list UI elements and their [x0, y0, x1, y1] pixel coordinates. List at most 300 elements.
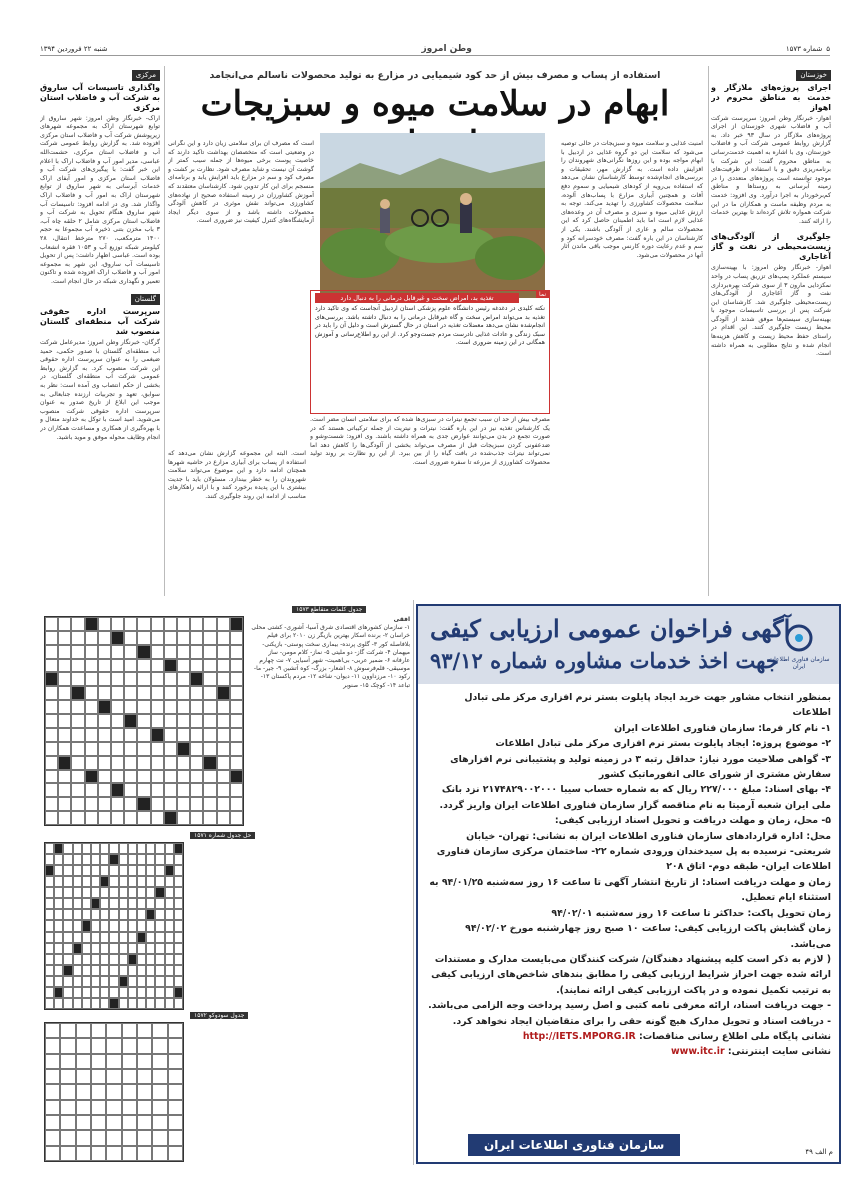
grid-cell[interactable]	[128, 898, 137, 909]
grid-cell[interactable]	[164, 742, 177, 756]
grid-cell[interactable]	[45, 811, 58, 825]
grid-cell[interactable]	[137, 783, 150, 797]
grid-cell[interactable]	[98, 811, 111, 825]
grid-cell[interactable]	[217, 811, 230, 825]
grid-cell[interactable]	[82, 909, 91, 920]
grid-cell[interactable]	[58, 617, 71, 631]
grid-cell[interactable]	[111, 686, 124, 700]
grid-cell[interactable]	[151, 714, 164, 728]
grid-cell[interactable]	[45, 987, 54, 998]
grid-cell[interactable]	[137, 1023, 152, 1038]
grid-cell[interactable]	[60, 1084, 75, 1099]
grid-cell[interactable]	[54, 987, 63, 998]
grid-cell[interactable]	[119, 854, 128, 865]
grid-cell[interactable]	[230, 645, 243, 659]
grid-cell[interactable]	[91, 854, 100, 865]
grid-cell[interactable]	[177, 659, 190, 673]
grid-cell[interactable]	[152, 1054, 167, 1069]
grid-cell[interactable]	[152, 1100, 167, 1115]
grid-cell[interactable]	[100, 909, 109, 920]
grid-cell[interactable]	[137, 1115, 152, 1130]
grid-cell[interactable]	[106, 1100, 121, 1115]
grid-cell[interactable]	[73, 976, 82, 987]
grid-cell[interactable]	[98, 645, 111, 659]
grid-cell[interactable]	[137, 843, 146, 854]
grid-cell[interactable]	[164, 728, 177, 742]
grid-cell[interactable]	[137, 686, 150, 700]
grid-cell[interactable]	[98, 742, 111, 756]
grid-cell[interactable]	[109, 998, 118, 1009]
grid-cell[interactable]	[119, 954, 128, 965]
grid-cell[interactable]	[91, 954, 100, 965]
grid-cell[interactable]	[128, 843, 137, 854]
grid-cell[interactable]	[58, 631, 71, 645]
grid-cell[interactable]	[174, 954, 183, 965]
grid-cell[interactable]	[111, 645, 124, 659]
grid-cell[interactable]	[98, 728, 111, 742]
grid-cell[interactable]	[119, 876, 128, 887]
grid-cell[interactable]	[85, 700, 98, 714]
grid-cell[interactable]	[63, 876, 72, 887]
grid-cell[interactable]	[58, 672, 71, 686]
grid-cell[interactable]	[82, 987, 91, 998]
ad-url[interactable]: http://IETS.MPORG.IR	[522, 1030, 636, 1042]
grid-cell[interactable]	[45, 932, 54, 943]
grid-cell[interactable]	[106, 1130, 121, 1145]
grid-cell[interactable]	[71, 617, 84, 631]
grid-cell[interactable]	[109, 954, 118, 965]
grid-cell[interactable]	[58, 797, 71, 811]
grid-cell[interactable]	[164, 631, 177, 645]
grid-cell[interactable]	[128, 876, 137, 887]
grid-cell[interactable]	[165, 998, 174, 1009]
grid-cell[interactable]	[151, 659, 164, 673]
grid-cell[interactable]	[82, 943, 91, 954]
grid-cell[interactable]	[155, 843, 164, 854]
grid-cell[interactable]	[109, 987, 118, 998]
grid-cell[interactable]	[190, 714, 203, 728]
grid-cell[interactable]	[230, 811, 243, 825]
grid-cell[interactable]	[177, 631, 190, 645]
grid-cell[interactable]	[91, 843, 100, 854]
grid-cell[interactable]	[85, 783, 98, 797]
grid-cell[interactable]	[203, 756, 216, 770]
grid-cell[interactable]	[45, 686, 58, 700]
grid-cell[interactable]	[177, 742, 190, 756]
grid-cell[interactable]	[98, 672, 111, 686]
grid-cell[interactable]	[45, 909, 54, 920]
grid-cell[interactable]	[155, 976, 164, 987]
grid-cell[interactable]	[76, 1069, 91, 1084]
grid-cell[interactable]	[151, 700, 164, 714]
grid-cell[interactable]	[109, 887, 118, 898]
grid-cell[interactable]	[137, 876, 146, 887]
grid-cell[interactable]	[82, 854, 91, 865]
grid-cell[interactable]	[91, 1069, 106, 1084]
grid-cell[interactable]	[217, 631, 230, 645]
grid-cell[interactable]	[91, 1146, 106, 1161]
grid-cell[interactable]	[151, 686, 164, 700]
grid-cell[interactable]	[124, 686, 137, 700]
grid-cell[interactable]	[85, 672, 98, 686]
grid-cell[interactable]	[137, 770, 150, 784]
grid-cell[interactable]	[230, 783, 243, 797]
grid-cell[interactable]	[82, 898, 91, 909]
grid-cell[interactable]	[137, 854, 146, 865]
grid-cell[interactable]	[124, 617, 137, 631]
grid-cell[interactable]	[137, 943, 146, 954]
grid-cell[interactable]	[119, 843, 128, 854]
grid-cell[interactable]	[91, 998, 100, 1009]
grid-cell[interactable]	[174, 987, 183, 998]
grid-cell[interactable]	[111, 756, 124, 770]
crossword-grid[interactable]	[44, 616, 244, 826]
grid-cell[interactable]	[76, 1130, 91, 1145]
grid-cell[interactable]	[165, 843, 174, 854]
grid-cell[interactable]	[109, 843, 118, 854]
grid-cell[interactable]	[73, 943, 82, 954]
grid-cell[interactable]	[165, 854, 174, 865]
grid-cell[interactable]	[91, 1084, 106, 1099]
grid-cell[interactable]	[137, 1084, 152, 1099]
grid-cell[interactable]	[174, 909, 183, 920]
grid-cell[interactable]	[151, 797, 164, 811]
grid-cell[interactable]	[217, 756, 230, 770]
grid-cell[interactable]	[203, 728, 216, 742]
grid-cell[interactable]	[164, 700, 177, 714]
grid-cell[interactable]	[45, 1054, 60, 1069]
grid-cell[interactable]	[100, 998, 109, 1009]
grid-cell[interactable]	[63, 954, 72, 965]
grid-cell[interactable]	[85, 631, 98, 645]
grid-cell[interactable]	[63, 898, 72, 909]
grid-cell[interactable]	[76, 1054, 91, 1069]
grid-cell[interactable]	[217, 645, 230, 659]
grid-cell[interactable]	[45, 998, 54, 1009]
grid-cell[interactable]	[137, 1146, 152, 1161]
grid-cell[interactable]	[63, 932, 72, 943]
grid-cell[interactable]	[128, 887, 137, 898]
grid-cell[interactable]	[119, 943, 128, 954]
grid-cell[interactable]	[155, 965, 164, 976]
grid-cell[interactable]	[137, 700, 150, 714]
grid-cell[interactable]	[124, 728, 137, 742]
grid-cell[interactable]	[203, 770, 216, 784]
grid-cell[interactable]	[137, 756, 150, 770]
grid-cell[interactable]	[217, 617, 230, 631]
grid-cell[interactable]	[165, 865, 174, 876]
grid-cell[interactable]	[98, 783, 111, 797]
grid-cell[interactable]	[164, 811, 177, 825]
grid-cell[interactable]	[203, 659, 216, 673]
grid-cell[interactable]	[71, 742, 84, 756]
grid-cell[interactable]	[164, 714, 177, 728]
grid-cell[interactable]	[45, 976, 54, 987]
grid-cell[interactable]	[91, 898, 100, 909]
grid-cell[interactable]	[63, 854, 72, 865]
grid-cell[interactable]	[71, 659, 84, 673]
grid-cell[interactable]	[119, 898, 128, 909]
grid-cell[interactable]	[58, 728, 71, 742]
grid-cell[interactable]	[45, 965, 54, 976]
grid-cell[interactable]	[54, 843, 63, 854]
grid-cell[interactable]	[73, 843, 82, 854]
grid-cell[interactable]	[71, 770, 84, 784]
grid-cell[interactable]	[155, 854, 164, 865]
grid-cell[interactable]	[137, 1130, 152, 1145]
grid-cell[interactable]	[168, 1038, 183, 1053]
grid-cell[interactable]	[164, 645, 177, 659]
grid-cell[interactable]	[137, 920, 146, 931]
grid-cell[interactable]	[45, 854, 54, 865]
grid-cell[interactable]	[168, 1084, 183, 1099]
grid-cell[interactable]	[155, 954, 164, 965]
grid-cell[interactable]	[190, 631, 203, 645]
grid-cell[interactable]	[165, 976, 174, 987]
grid-cell[interactable]	[203, 700, 216, 714]
grid-cell[interactable]	[73, 887, 82, 898]
grid-cell[interactable]	[45, 700, 58, 714]
grid-cell[interactable]	[146, 876, 155, 887]
grid-cell[interactable]	[146, 887, 155, 898]
grid-cell[interactable]	[60, 1100, 75, 1115]
grid-cell[interactable]	[217, 783, 230, 797]
grid-cell[interactable]	[109, 920, 118, 931]
grid-cell[interactable]	[168, 1069, 183, 1084]
grid-cell[interactable]	[168, 1146, 183, 1161]
grid-cell[interactable]	[146, 909, 155, 920]
grid-cell[interactable]	[230, 700, 243, 714]
grid-cell[interactable]	[119, 932, 128, 943]
grid-cell[interactable]	[190, 742, 203, 756]
grid-cell[interactable]	[45, 920, 54, 931]
grid-cell[interactable]	[45, 1038, 60, 1053]
grid-cell[interactable]	[164, 797, 177, 811]
grid-cell[interactable]	[100, 965, 109, 976]
grid-cell[interactable]	[91, 865, 100, 876]
grid-cell[interactable]	[60, 1115, 75, 1130]
grid-cell[interactable]	[91, 1115, 106, 1130]
grid-cell[interactable]	[109, 965, 118, 976]
grid-cell[interactable]	[151, 770, 164, 784]
grid-cell[interactable]	[58, 714, 71, 728]
grid-cell[interactable]	[217, 797, 230, 811]
grid-cell[interactable]	[63, 976, 72, 987]
grid-cell[interactable]	[106, 1115, 121, 1130]
grid-cell[interactable]	[152, 1069, 167, 1084]
grid-cell[interactable]	[100, 932, 109, 943]
grid-cell[interactable]	[71, 811, 84, 825]
grid-cell[interactable]	[128, 987, 137, 998]
grid-cell[interactable]	[71, 686, 84, 700]
grid-cell[interactable]	[190, 659, 203, 673]
grid-cell[interactable]	[177, 672, 190, 686]
grid-cell[interactable]	[146, 932, 155, 943]
grid-cell[interactable]	[155, 943, 164, 954]
grid-cell[interactable]	[91, 965, 100, 976]
grid-cell[interactable]	[217, 770, 230, 784]
ad-website[interactable]: www.itc.ir	[671, 1046, 725, 1058]
grid-cell[interactable]	[109, 909, 118, 920]
grid-cell[interactable]	[60, 1146, 75, 1161]
grid-cell[interactable]	[60, 1130, 75, 1145]
grid-cell[interactable]	[82, 876, 91, 887]
grid-cell[interactable]	[124, 742, 137, 756]
grid-cell[interactable]	[60, 1023, 75, 1038]
grid-cell[interactable]	[91, 920, 100, 931]
grid-cell[interactable]	[98, 631, 111, 645]
grid-cell[interactable]	[98, 714, 111, 728]
grid-cell[interactable]	[124, 797, 137, 811]
grid-cell[interactable]	[54, 909, 63, 920]
grid-cell[interactable]	[45, 742, 58, 756]
grid-cell[interactable]	[58, 770, 71, 784]
grid-cell[interactable]	[71, 728, 84, 742]
grid-cell[interactable]	[45, 876, 54, 887]
grid-cell[interactable]	[73, 898, 82, 909]
grid-cell[interactable]	[151, 756, 164, 770]
grid-cell[interactable]	[63, 887, 72, 898]
grid-cell[interactable]	[85, 617, 98, 631]
grid-cell[interactable]	[165, 932, 174, 943]
grid-cell[interactable]	[152, 1115, 167, 1130]
grid-cell[interactable]	[165, 987, 174, 998]
grid-cell[interactable]	[165, 909, 174, 920]
grid-cell[interactable]	[73, 920, 82, 931]
grid-cell[interactable]	[76, 1023, 91, 1038]
grid-cell[interactable]	[58, 686, 71, 700]
grid-cell[interactable]	[137, 887, 146, 898]
grid-cell[interactable]	[76, 1146, 91, 1161]
grid-cell[interactable]	[109, 932, 118, 943]
grid-cell[interactable]	[190, 645, 203, 659]
grid-cell[interactable]	[151, 631, 164, 645]
grid-cell[interactable]	[164, 783, 177, 797]
grid-cell[interactable]	[168, 1100, 183, 1115]
grid-cell[interactable]	[91, 976, 100, 987]
grid-cell[interactable]	[137, 1069, 152, 1084]
grid-cell[interactable]	[122, 1038, 137, 1053]
grid-cell[interactable]	[230, 617, 243, 631]
grid-cell[interactable]	[106, 1146, 121, 1161]
grid-cell[interactable]	[174, 898, 183, 909]
grid-cell[interactable]	[177, 645, 190, 659]
grid-cell[interactable]	[137, 728, 150, 742]
grid-cell[interactable]	[124, 672, 137, 686]
grid-cell[interactable]	[76, 1038, 91, 1053]
grid-cell[interactable]	[230, 659, 243, 673]
grid-cell[interactable]	[100, 898, 109, 909]
grid-cell[interactable]	[217, 686, 230, 700]
grid-cell[interactable]	[82, 920, 91, 931]
grid-cell[interactable]	[165, 887, 174, 898]
grid-cell[interactable]	[98, 686, 111, 700]
grid-cell[interactable]	[151, 728, 164, 742]
grid-cell[interactable]	[58, 700, 71, 714]
grid-cell[interactable]	[98, 617, 111, 631]
grid-cell[interactable]	[45, 1146, 60, 1161]
grid-cell[interactable]	[190, 797, 203, 811]
grid-cell[interactable]	[71, 631, 84, 645]
grid-cell[interactable]	[174, 920, 183, 931]
grid-cell[interactable]	[91, 1023, 106, 1038]
grid-cell[interactable]	[100, 920, 109, 931]
grid-cell[interactable]	[100, 854, 109, 865]
grid-cell[interactable]	[230, 728, 243, 742]
grid-cell[interactable]	[137, 617, 150, 631]
grid-cell[interactable]	[71, 797, 84, 811]
grid-cell[interactable]	[54, 965, 63, 976]
grid-cell[interactable]	[109, 854, 118, 865]
grid-cell[interactable]	[58, 811, 71, 825]
grid-cell[interactable]	[85, 797, 98, 811]
grid-cell[interactable]	[122, 1069, 137, 1084]
grid-cell[interactable]	[73, 909, 82, 920]
grid-cell[interactable]	[122, 1130, 137, 1145]
grid-cell[interactable]	[82, 965, 91, 976]
grid-cell[interactable]	[190, 617, 203, 631]
grid-cell[interactable]	[124, 700, 137, 714]
grid-cell[interactable]	[174, 843, 183, 854]
grid-cell[interactable]	[151, 645, 164, 659]
grid-cell[interactable]	[91, 1054, 106, 1069]
grid-cell[interactable]	[98, 770, 111, 784]
grid-cell[interactable]	[111, 811, 124, 825]
grid-cell[interactable]	[174, 943, 183, 954]
grid-cell[interactable]	[91, 1038, 106, 1053]
grid-cell[interactable]	[45, 1084, 60, 1099]
grid-cell[interactable]	[137, 898, 146, 909]
grid-cell[interactable]	[177, 617, 190, 631]
grid-cell[interactable]	[63, 920, 72, 931]
grid-cell[interactable]	[177, 756, 190, 770]
grid-cell[interactable]	[152, 1023, 167, 1038]
grid-cell[interactable]	[177, 700, 190, 714]
grid-cell[interactable]	[85, 686, 98, 700]
grid-cell[interactable]	[122, 1146, 137, 1161]
grid-cell[interactable]	[100, 843, 109, 854]
grid-cell[interactable]	[45, 1023, 60, 1038]
grid-cell[interactable]	[45, 672, 58, 686]
grid-cell[interactable]	[124, 811, 137, 825]
grid-cell[interactable]	[203, 742, 216, 756]
grid-cell[interactable]	[63, 865, 72, 876]
grid-cell[interactable]	[54, 876, 63, 887]
grid-cell[interactable]	[190, 700, 203, 714]
grid-cell[interactable]	[137, 659, 150, 673]
grid-cell[interactable]	[119, 909, 128, 920]
grid-cell[interactable]	[71, 700, 84, 714]
grid-cell[interactable]	[174, 932, 183, 943]
grid-cell[interactable]	[45, 1115, 60, 1130]
grid-cell[interactable]	[119, 998, 128, 1009]
grid-cell[interactable]	[203, 686, 216, 700]
grid-cell[interactable]	[45, 954, 54, 965]
grid-cell[interactable]	[54, 998, 63, 1009]
grid-cell[interactable]	[111, 783, 124, 797]
grid-cell[interactable]	[190, 783, 203, 797]
grid-cell[interactable]	[177, 783, 190, 797]
grid-cell[interactable]	[164, 617, 177, 631]
grid-cell[interactable]	[230, 797, 243, 811]
grid-cell[interactable]	[217, 672, 230, 686]
grid-cell[interactable]	[152, 1130, 167, 1145]
grid-cell[interactable]	[151, 672, 164, 686]
grid-cell[interactable]	[58, 659, 71, 673]
grid-cell[interactable]	[100, 876, 109, 887]
grid-cell[interactable]	[217, 659, 230, 673]
grid-cell[interactable]	[137, 672, 150, 686]
